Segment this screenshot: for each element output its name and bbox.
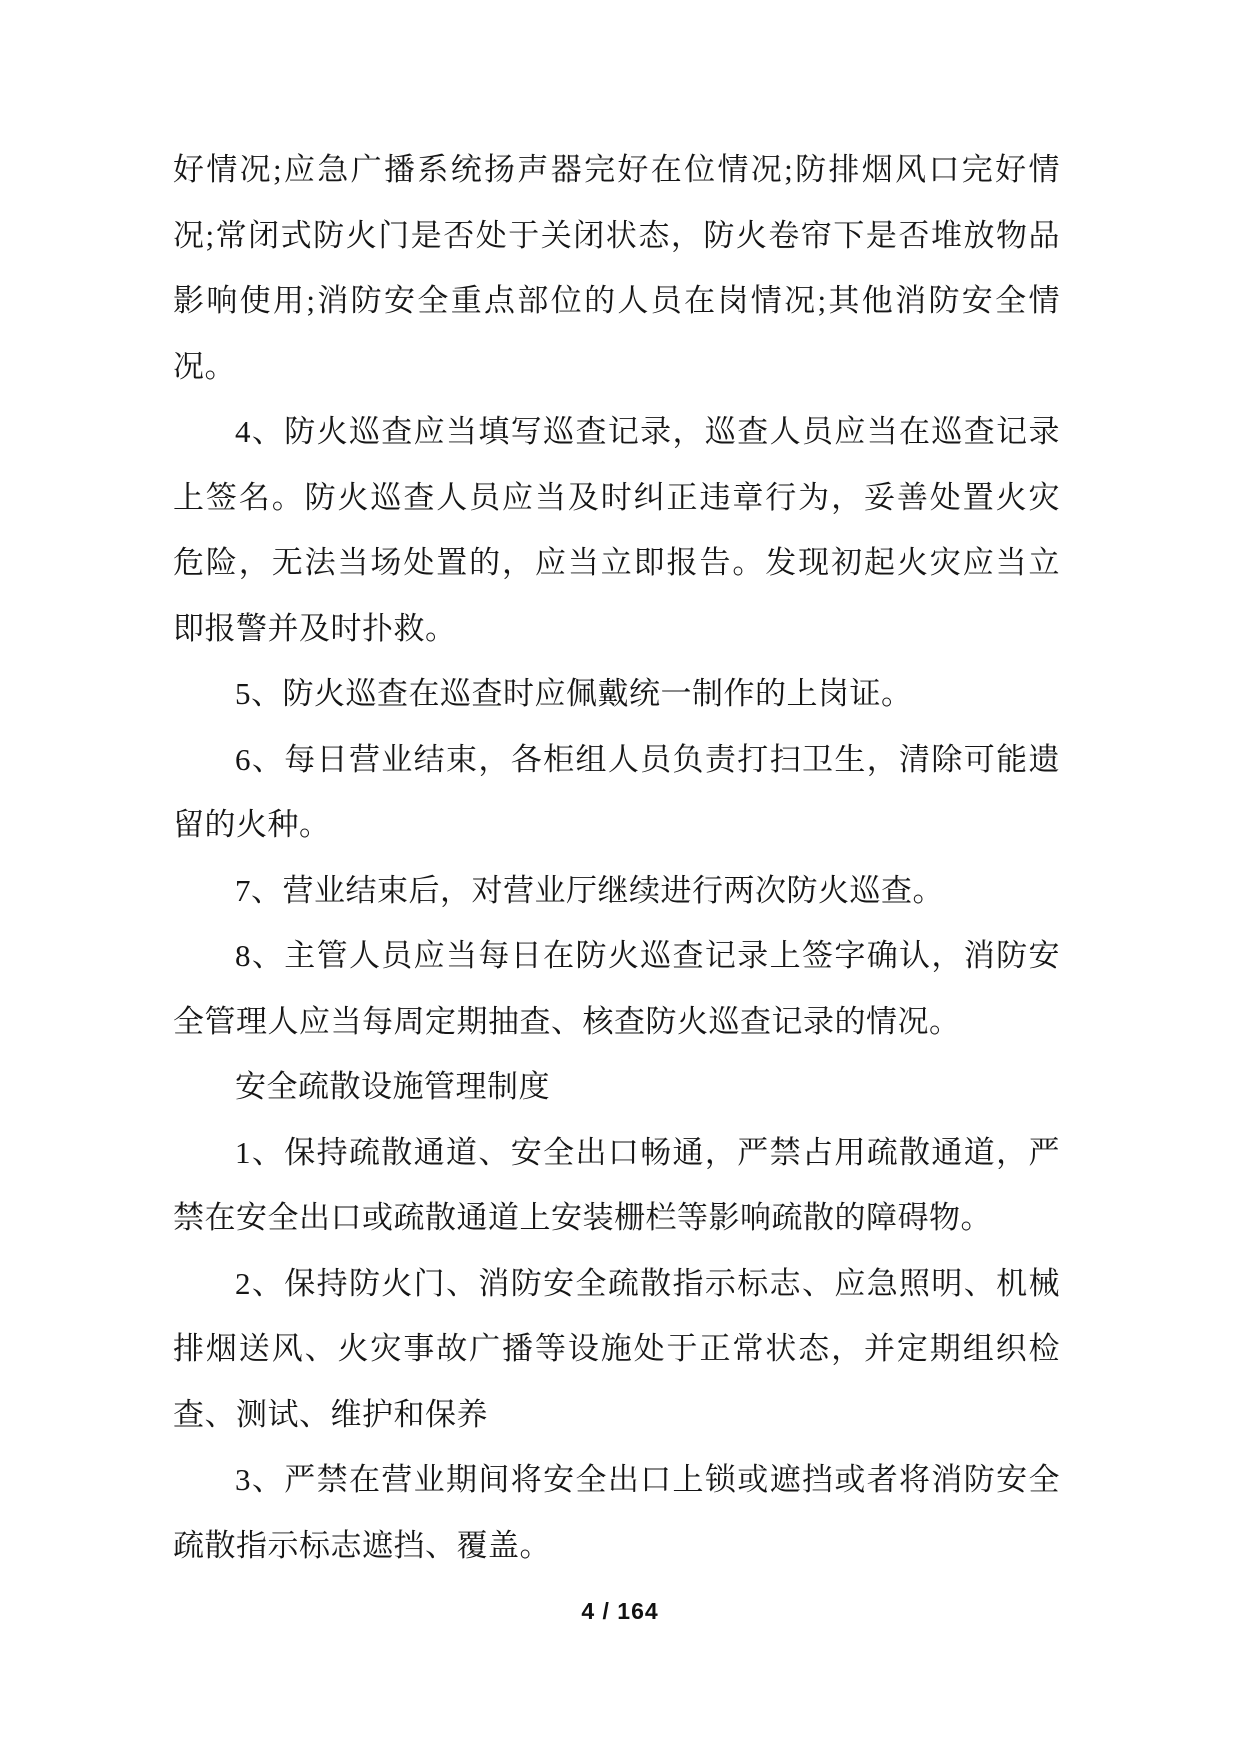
text-line: 7、营业结束后，对营业厅继续进行两次防火巡查。 [235,872,944,908]
text-line: 危险，无法当场处置的，应当立即报告。发现初起火灾应当立 [173,545,1060,580]
document-body [173,137,1060,1578]
text-line: 好情况;应急广播系统扬声器完好在位情况;防排烟风口完好情 [173,152,1060,187]
text-line: 2、保持防火门、消防安全疏散指示标志、应急照明、机械 [235,1265,1060,1301]
text-line: 上签名。防火巡查人员应当及时纠正违章行为，妥善处置火灾 [173,479,1060,515]
text-line: 1、保持疏散通道、安全出口畅通，严禁占用疏散通道，严 [235,1134,1060,1170]
text-line: 8、主管人员应当每日在防火巡查记录上签字确认，消防安 [235,938,1060,973]
section-heading: 安全疏散设施管理制度 [235,1069,550,1104]
text-line: 全管理人应当每周定期抽查、核查防火巡查记录的情况。 [173,1003,961,1039]
text-line: 影响使用;消防安全重点部位的人员在岗情况;其他消防安全情 [173,283,1060,318]
text-line: 留的火种。 [173,807,331,842]
text-line: 查、测试、维护和保养 [173,1396,488,1432]
text-line: 况;常闭式防火门是否处于关闭状态，防火卷帘下是否堆放物品 [173,217,1060,253]
text-line: 禁在安全出口或疏散通道上安装栅栏等影响疏散的障碍物。 [173,1200,992,1235]
text-line: 排烟送风、火灾事故广播等设施处于正常状态，并定期组织检 [173,1331,1060,1366]
text-line: 况。 [173,348,236,384]
text-line: 6、每日营业结束，各柜组人员负责打扫卫生，清除可能遗 [235,741,1060,777]
text-line: 3、严禁在营业期间将安全出口上锁或遮挡或者将消防安全 [235,1462,1060,1497]
page-footer [0,1598,1240,1625]
page-number: 4 / 164 [581,1598,659,1624]
text-line: 即报警并及时扑救。 [173,610,457,646]
text-line: 5、防火巡查在巡查时应佩戴统一制作的上岗证。 [235,676,913,711]
text-line: 4、防火巡查应当填写巡查记录，巡查人员应当在巡查记录 [235,414,1060,449]
text-line: 疏散指示标志遮挡、覆盖。 [173,1527,551,1563]
